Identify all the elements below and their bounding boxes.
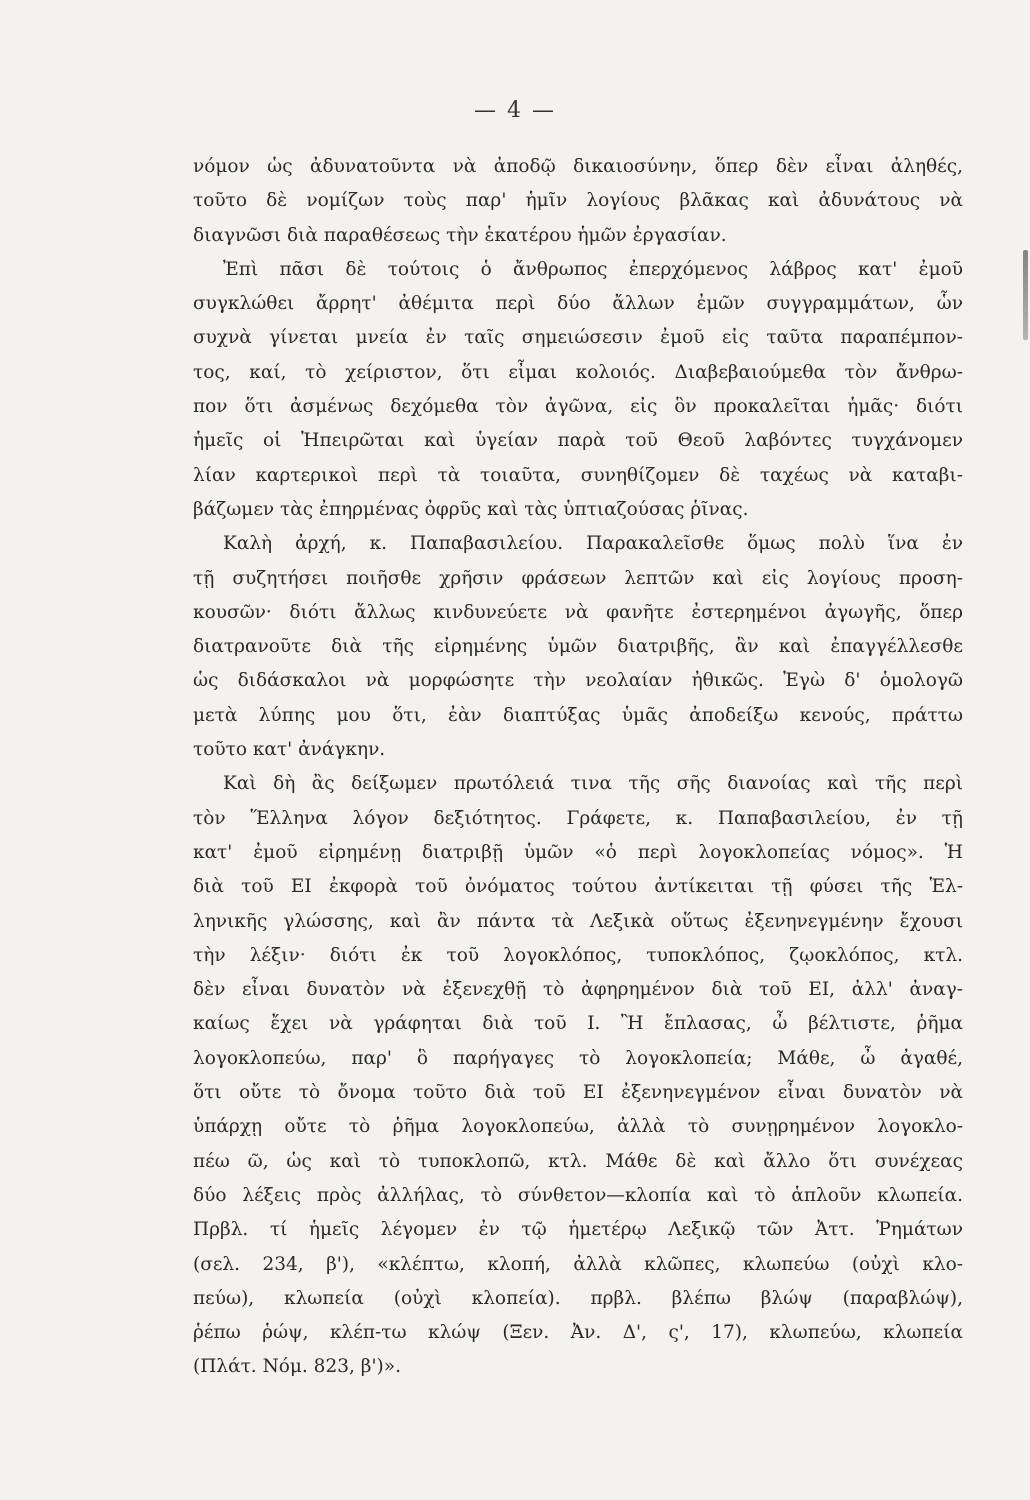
text-line: καίως ἔχει νὰ γράφηται διὰ τοῦ Ι. Ἢ ἔπλασας, ὦ βέλτιστε, ῥῆμα (193, 1013, 963, 1035)
text-line: λογοκλοπεύω, παρ' ὃ παρήγαγες τὸ λογοκλοπεία; Μάθε, ὦ ἀγαθέ, (193, 1047, 963, 1069)
text-line: τος, καί, τὸ χείριστον, ὅτι εἶμαι κολοιός. Διαβεβαιούμεθα τὸν ἄνθρω- (193, 361, 963, 383)
text-line: διαγνῶσι διὰ παραθέσεως τὴν ἑκατέρου ἡμῶν ἐργασίαν. (193, 224, 727, 246)
text-line: (σελ. 234, β'), «κλέπτω, κλοπή, ἀλλὰ κλῶπες, κλωπεύω (οὐχὶ κλο- (193, 1253, 963, 1275)
text-line: δὲν εἶναι δυνατὸν νὰ ἐξενεχθῇ τὸ ἀφηρημένον διὰ τοῦ ΕΙ, ἀλλ' ἀναγ- (193, 979, 963, 1001)
text-line: (Πλάτ. Νόμ. 823, β')». (193, 1356, 401, 1378)
text-line: δύο λέξεις πρὸς ἀλλήλας, τὸ σύνθετον—κλοπία καὶ τὸ ἁπλοῦν κλωπεία. (193, 1184, 963, 1206)
text-line: κουσῶν· διότι ἄλλως κινδυνεύετε νὰ φανῆτε ἐστερημένοι ἀγωγῆς, ὅπερ (193, 601, 963, 623)
text-line: ῥέπω ῥώψ, κλέπ-τω κλώψ (Ξεν. Ἀν. Δ', ς', 17), κλωπεύω, κλωπεία (193, 1322, 963, 1344)
text-line: τοῦτο δὲ νομίζων τοὺς παρ' ἡμῖν λογίους βλᾶκας καὶ ἀδυνάτους νὰ (193, 190, 963, 212)
text-line: διατρανοῦτε διὰ τῆς εἰρημένης ὑμῶν διατριβῆς, ἂν καὶ ἐπαγγέλλεσθε (193, 636, 963, 658)
scan-edge-mark (1023, 250, 1028, 340)
text-line: ἡμεῖς οἱ Ἠπειρῶται καὶ ὑγείαν παρὰ τοῦ Θεοῦ λαβόντες τυγχάνομεν (193, 430, 963, 452)
text-line: συγκλώθει ἄρρητ' ἀθέμιτα περὶ δύο ἄλλων ἐμῶν συγγραμμάτων, ὧν (193, 293, 963, 315)
text-line: Ἐπὶ πᾶσι δὲ τούτοις ὁ ἄνθρωπος ἐπερχόμενος λάβρος κατ' ἐμοῦ (223, 258, 963, 280)
text-line: ὑπάρχῃ οὔτε τὸ ῥῆμα λογοκλοπεύω, ἀλλὰ τὸ συνῃρημένον λογοκλο- (193, 1116, 963, 1138)
text-line: λίαν καρτερικοὶ περὶ τὰ τοιαῦτα, συνηθίζομεν δὲ ταχέως νὰ καταβι- (193, 464, 963, 486)
text-line: τῇ συζητήσει ποιῆσθε χρῆσιν φράσεων λεπτῶν καὶ εἰς λογίους προση- (193, 567, 963, 589)
text-line: ὡς διδάσκαλοι νὰ μορφώσητε τὴν νεολαίαν ἠθικῶς. Ἐγὼ δ' ὁμολογῶ (193, 670, 963, 692)
text-line: πον ὅτι ἀσμένως δεχόμεθα τὸν ἀγῶνα, εἰς ὃν προκαλεῖται ἡμᾶς· διότι (193, 396, 963, 418)
text-line: τὴν λέξιν· διότι ἐκ τοῦ λογοκλόπος, τυποκλόπος, ζῳοκλόπος, κτλ. (193, 944, 963, 966)
text-line: Καλὴ ἀρχή, κ. Παπαβασιλείου. Παρακαλεῖσθε ὅμως πολὺ ἵνα ἐν (223, 533, 963, 555)
text-line: κατ' ἐμοῦ εἰρημένῃ διατριβῇ ὑμῶν «ὁ περὶ λογοκλοπείας νόμος». Ἡ (193, 841, 963, 863)
text-line: ὅτι οὔτε τὸ ὄνομα τοῦτο διὰ τοῦ ΕΙ ἐξενηνεγμένον εἶναι δυνατὸν νὰ (193, 1082, 963, 1104)
page-number: — 4 — (474, 98, 556, 123)
text-line: τοῦτο κατ' ἀνάγκην. (193, 739, 386, 761)
text-line: πεύω), κλωπεία (οὐχὶ κλοπεία). πρβλ. βλέπω βλώψ (παραβλώψ), (193, 1287, 963, 1309)
text-line: ληνικῆς γλώσσης, καὶ ἂν πάντα τὰ Λεξικὰ οὕτως ἐξενηνεγμένην ἔχουσι (193, 910, 963, 932)
text-line: μετὰ λύπης μου ὅτι, ἐὰν διαπτύξας ὑμᾶς ἀποδείξω κενούς, πράττω (193, 704, 963, 726)
text-line: βάζωμεν τὰς ἐπηρμένας ὀφρῦς καὶ τὰς ὑπτιαζούσας ῥῖνας. (193, 498, 749, 520)
text-line: Καὶ δὴ ἂς δείξωμεν πρωτόλειά τινα τῆς σῆς διανοίας καὶ τῆς περὶ (223, 773, 963, 795)
text-line: νόμον ὡς ἀδυνατοῦντα νὰ ἀποδῷ δικαιοσύνην, ὅπερ δὲν εἶναι ἀληθές, (193, 156, 963, 177)
text-line: διὰ τοῦ ΕΙ ἐκφορὰ τοῦ ὀνόματος τούτου ἀντίκειται τῇ φύσει τῆς Ἑλ- (193, 876, 963, 898)
text-line: συχνὰ γίνεται μνεία ἐν ταῖς σημειώσεσιν ἐμοῦ εἰς ταῦτα παραπέμπον- (193, 327, 963, 349)
text-line: πέω ῶ, ὡς καὶ τὸ τυποκλοπῶ, κτλ. Μάθε δὲ καὶ ἄλλο ὅτι συνέχεας (193, 1150, 963, 1172)
text-body (193, 150, 963, 1385)
text-line: τὸν Ἕλληνα λόγον δεξιότητος. Γράφετε, κ. Παπαβασιλείου, ἐν τῇ (193, 807, 963, 829)
text-line: Πρβλ. τί ἡμεῖς λέγομεν ἐν τῷ ἡμετέρῳ Λεξικῷ τῶν Ἀττ. Ῥημάτων (193, 1219, 963, 1241)
